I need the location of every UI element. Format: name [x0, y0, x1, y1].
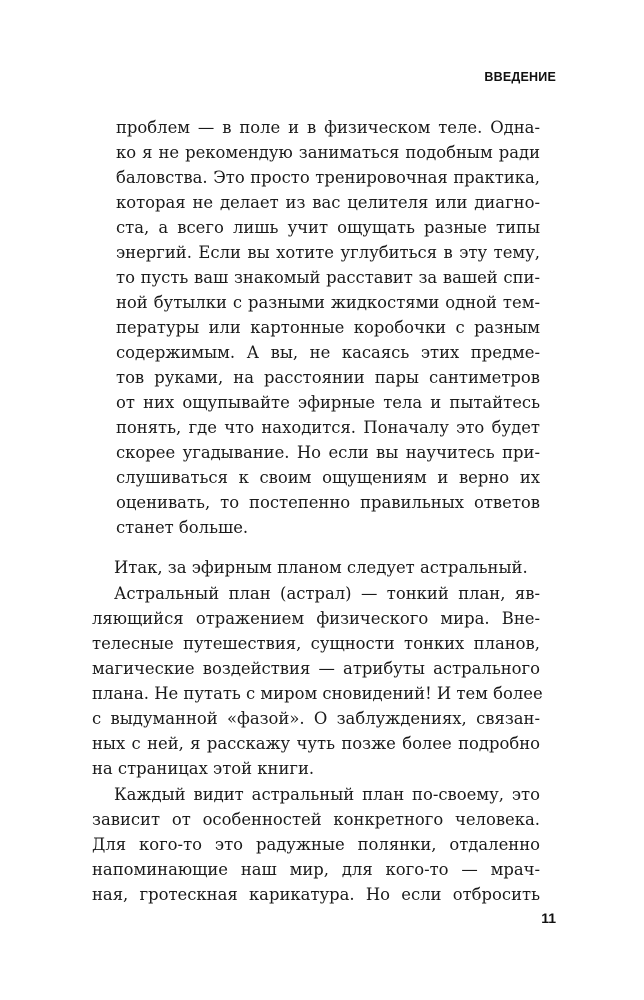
text-line: Каждый видит астральный план по-своему, это — [114, 785, 540, 804]
text-line: ная, гротескная карикатура. Но если отбросить — [92, 885, 540, 904]
text-line: содержимым. А вы, не касаясь этих предме- — [116, 343, 540, 362]
text-line: напоминающие наш мир, для кого-то — мрач- — [92, 860, 540, 879]
page-number: 11 — [541, 910, 556, 926]
text-line: энергий. Если вы хотите углубиться в эту тему, — [116, 243, 540, 262]
text-line: на страницах этой книги. — [92, 759, 315, 778]
text-line: скорее угадывание. Но если вы научитесь при- — [116, 443, 540, 462]
text-line: тов руками, на расстоянии пары сантиметров — [116, 368, 540, 387]
text-line: телесные путешествия, сущности тонких планов, — [92, 634, 540, 653]
text-line: с выдуманной «фазой». О заблуждениях, связан- — [92, 709, 540, 728]
text-line: проблем — в поле и в физическом теле. Одна- — [116, 118, 540, 137]
text-line: магические воздействия — атрибуты астрального — [92, 659, 540, 678]
text-line: плана. Не путать с миром сновидений! И тем более — [92, 684, 543, 703]
text-line: от них ощупывайте эфирные тела и пытайтесь — [116, 393, 540, 412]
text-line: ной бутылки с разными жидкостями одной тем- — [116, 293, 540, 312]
text-line: слушиваться к своим ощущениям и верно их — [116, 468, 540, 487]
text-line: баловства. Это просто тренировочная практика, — [116, 168, 540, 187]
text-line: оценивать, то постепенно правильных ответов — [116, 493, 540, 512]
text-line: Итак, за эфирным планом следует астральный. — [114, 558, 528, 577]
text-line: ных с ней, я расскажу чуть позже более подробно — [92, 734, 540, 753]
text-line: ляющийся отражением физического мира. Вне- — [92, 609, 540, 628]
text-line: которая не делает из вас целителя или диагно- — [116, 193, 540, 212]
text-line: пературы или картонные коробочки с разным — [116, 318, 540, 337]
text-line: то пусть ваш знакомый расставит за вашей спи- — [116, 268, 540, 287]
text-line: понять, где что находится. Поначалу это будет — [116, 418, 540, 437]
running-head: ВВЕДЕНИЕ — [484, 70, 556, 84]
text-line: ко я не рекомендую заниматься подобным ради — [116, 143, 540, 162]
text-line: станет больше. — [116, 518, 249, 537]
text-line: зависит от особенностей конкретного человека. — [92, 810, 540, 829]
text-line: Астральный план (астрал) — тонкий план, яв- — [114, 584, 540, 603]
text-line: ста, а всего лишь учит ощущать разные типы — [116, 218, 540, 237]
text-line: Для кого-то это радужные полянки, отдаленно — [92, 835, 540, 854]
